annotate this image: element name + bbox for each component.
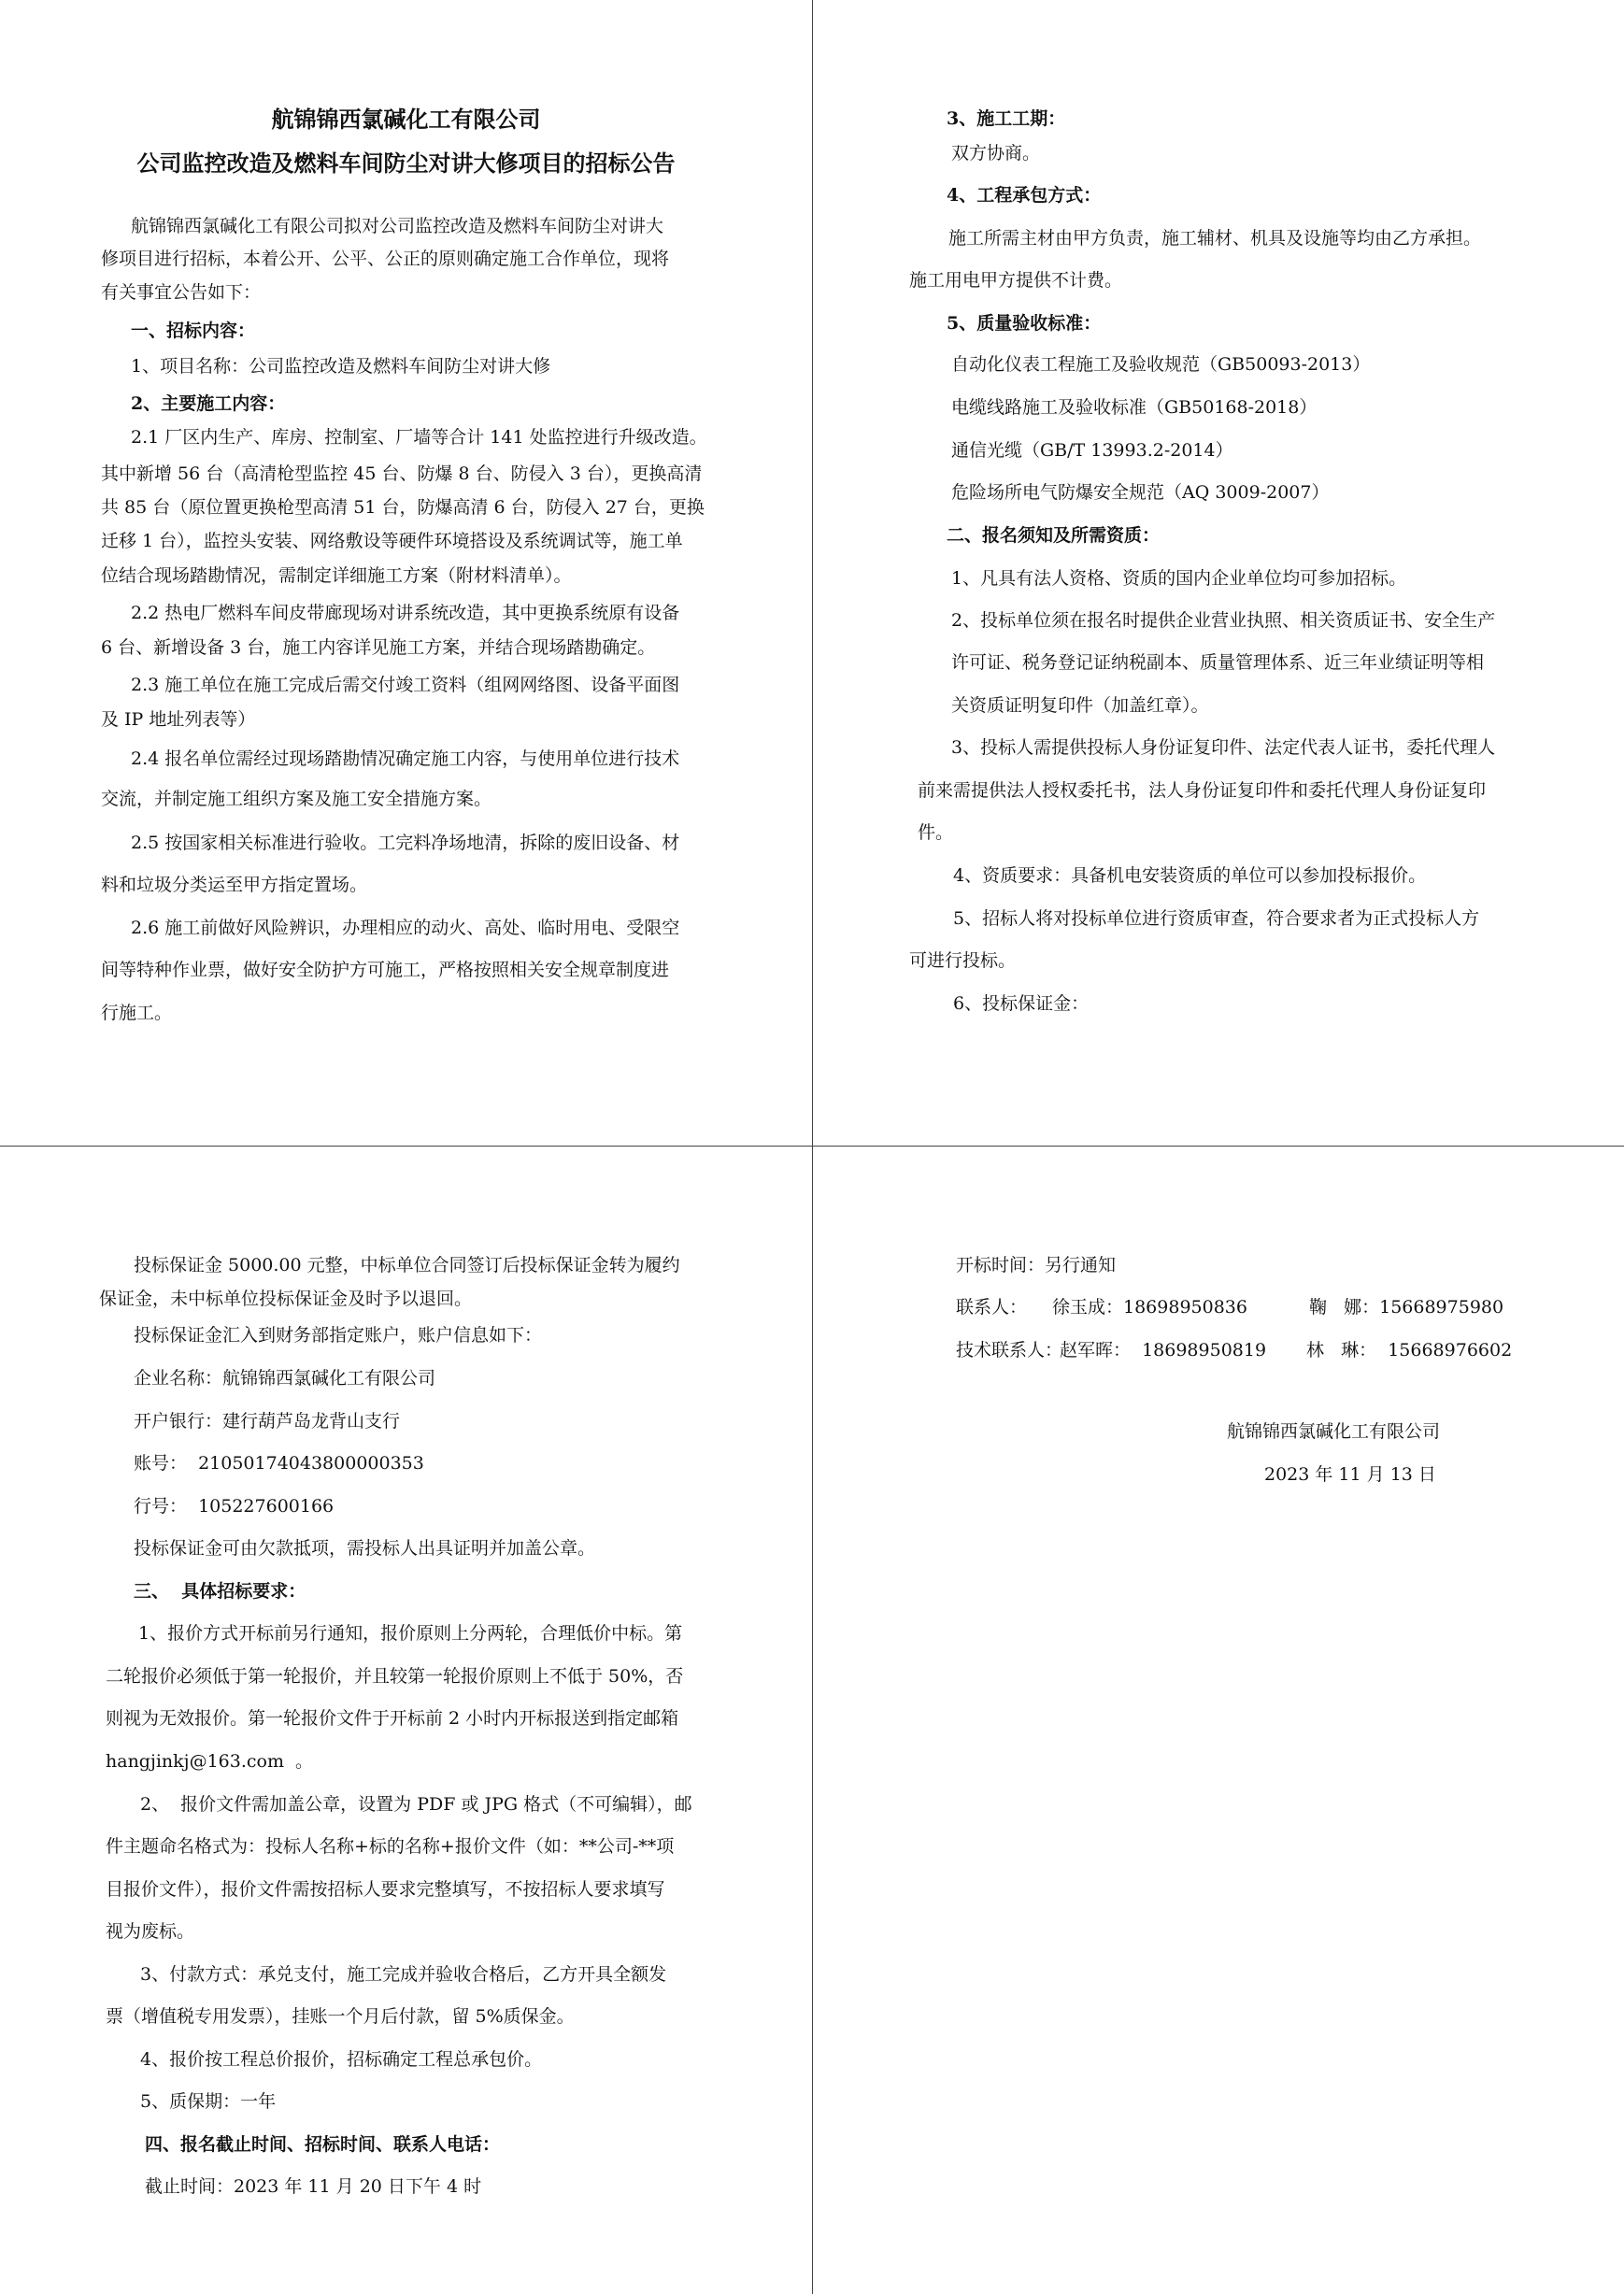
paragraph-line: 2、投标单位须在报名时提供企业营业执照、相关资质证书、安全生产 (951, 610, 1496, 631)
paragraph-line: 料和垃圾分类运至甲方指定置场。 (101, 875, 368, 895)
paragraph-line: 1、凡具有法人资格、资质的国内企业单位均可参加招标。 (951, 568, 1407, 589)
paragraph-line: 航锦锦西氯碱化工有限公司拟对公司监控改造及燃料车间防尘对讲大 (131, 216, 664, 236)
paragraph-line: 行施工。 (101, 1003, 173, 1023)
standard-line: 电缆线路施工及验收标准（GB50168-2018） (951, 397, 1318, 418)
paragraph-line: 件。 (918, 822, 954, 843)
notice-title: 公司监控改造及燃料车间防尘对讲大修项目的招标公告 (136, 150, 676, 177)
paragraph-line: 2.6 施工前做好风险辨识，办理相应的动火、高处、临时用电、受限空 (131, 918, 680, 938)
document-page-1 (0, 0, 813, 1147)
paragraph-line: 二轮报价必须低于第一轮报价，并且较第一轮报价原则上不低于 50%，否 (106, 1666, 684, 1687)
standard-line: 危险场所电气防爆安全规范（AQ 3009-2007） (951, 482, 1330, 503)
tech-contact-1: 赵军晖： 18698950819 (1060, 1340, 1267, 1361)
account-bank: 开户银行：建行葫芦岛龙背山支行 (134, 1411, 401, 1432)
paragraph-line: 目报价文件），报价文件需按招标人要求完整填写，不按招标人要求填写 (106, 1879, 665, 1900)
signature-date: 2023 年 11 月 13 日 (1264, 1464, 1436, 1485)
bank-code: 行号： 105227600166 (134, 1496, 335, 1517)
paragraph-line: 3、付款方式：承兑支付，施工完成并验收合格后，乙方开具全额发 (140, 1964, 667, 1985)
paragraph-line: 2.4 报名单位需经过现场踏勘情况确定施工内容，与使用单位进行技术 (131, 748, 680, 769)
paragraph-line: 3、投标人需提供投标人身份证复印件、法定代表人证书，委托代理人 (951, 737, 1496, 758)
paragraph-line: 2、 报价文件需加盖公章，设置为 PDF 或 JPG 格式（不可编辑），邮 (140, 1794, 692, 1815)
contact-person-1: 徐玉成：18698950836 (1052, 1297, 1247, 1318)
email-line: hangjinkj@163.com 。 (106, 1751, 314, 1772)
subsection-heading: 5、质量验收标准： (947, 313, 1102, 334)
paragraph-line: 5、质保期：一年 (140, 2091, 277, 2112)
paragraph-line: 2.2 热电厂燃料车间皮带廊现场对讲系统改造，其中更换系统原有设备 (131, 603, 680, 623)
paragraph-line: 投标保证金 5000.00 元整，中标单位合同签订后投标保证金转为履约 (134, 1255, 680, 1275)
document-page-2 (813, 0, 1624, 1147)
paragraph-line: 4、报价按工程总价报价，招标确定工程总承包价。 (140, 2049, 543, 2070)
section-heading: 三、 具体招标要求： (134, 1581, 306, 1602)
tech-contact-label: 技术联系人： (956, 1340, 1063, 1361)
tech-contact-2: 林 琳： 15668976602 (1306, 1340, 1513, 1361)
paragraph-line: 票（增值税专用发票），挂账一个月后付款，留 5%质保金。 (106, 2006, 575, 2027)
paragraph-line: 施工用电甲方提供不计费。 (909, 270, 1123, 291)
paragraph-line: 保证金，未中标单位投标保证金及时予以退回。 (99, 1289, 473, 1309)
paragraph-line: 双方协商。 (951, 143, 1041, 164)
paragraph-line: 关资质证明复印件（加盖红章）。 (951, 695, 1209, 716)
paragraph-line: 6、投标保证金： (953, 993, 1090, 1014)
paragraph-line: 6 台、新增设备 3 台，施工内容详见施工方案，并结合现场踏勘确定。 (101, 637, 656, 658)
contact-label: 联系人： (956, 1297, 1028, 1318)
paragraph-line: 件主题命名格式为：投标人名称+标的名称+报价文件（如：**公司-**项 (106, 1836, 675, 1857)
paragraph-line: 1、报价方式开标前另行通知，报价原则上分两轮，合理低价中标。第 (138, 1623, 683, 1644)
paragraph-line: 4、资质要求：具备机电安装资质的单位可以参加投标报价。 (953, 865, 1427, 886)
paragraph-line: 有关事宜公告如下： (101, 282, 262, 303)
paragraph-line: 可进行投标。 (909, 950, 1017, 971)
paragraph-line: 则视为无效报价。第一轮报价文件于开标前 2 小时内开标报送到指定邮箱 (106, 1708, 679, 1729)
paragraph-line: 其中新增 56 台（高清枪型监控 45 台、防爆 8 台、防侵入 3 台），更换高清 (101, 463, 703, 484)
section-heading: 二、报名须知及所需资质： (947, 525, 1161, 546)
section-heading: 一、招标内容： (131, 321, 256, 341)
standard-line: 自动化仪表工程施工及验收规范（GB50093-2013） (951, 354, 1371, 375)
standard-line: 通信光缆（GB/T 13993.2-2014） (951, 440, 1233, 461)
account-number: 账号： 21050174043800000353 (134, 1453, 424, 1474)
subsection-heading: 2、主要施工内容： (131, 393, 286, 414)
subsection-heading: 3、施工工期： (947, 108, 1066, 129)
paragraph-line: 许可证、税务登记证纳税副本、质量管理体系、近三年业绩证明等相 (951, 652, 1485, 673)
paragraph-line: 前来需提供法人授权委托书，法人身份证复印件和委托代理人身份证复印 (918, 780, 1487, 801)
paragraph-line: 2.1 厂区内生产、库房、控制室、厂墙等合计 141 处监控进行升级改造。 (131, 427, 707, 448)
contact-person-2: 鞠 娜：15668975980 (1309, 1297, 1504, 1318)
paragraph-line: 及 IP 地址列表等） (101, 709, 256, 730)
company-title: 航锦锦西氯碱化工有限公司 (271, 106, 541, 133)
paragraph-line: 2.5 按国家相关标准进行验收。工完料净场地清，拆除的废旧设备、材 (131, 833, 680, 853)
paragraph-line: 修项目进行招标，本着公开、公平、公正的原则确定施工合作单位，现将 (101, 249, 670, 269)
section-heading: 四、报名截止时间、招标时间、联系人电话： (145, 2134, 501, 2155)
paragraph-line: 交流，并制定施工组织方案及施工安全措施方案。 (101, 789, 492, 809)
document-page-4 (813, 1147, 1624, 2294)
paragraph-line: 2.3 施工单位在施工完成后需交付竣工资料（组网网络图、设备平面图 (131, 675, 680, 695)
paragraph-line: 1、项目名称：公司监控改造及燃料车间防尘对讲大修 (131, 356, 551, 377)
paragraph-line: 施工所需主材由甲方负责，施工辅材、机具及设施等均由乙方承担。 (948, 228, 1482, 249)
paragraph-line: 投标保证金汇入到财务部指定账户，账户信息如下： (134, 1325, 543, 1346)
paragraph-line: 共 85 台（原位置更换枪型高清 51 台，防爆高清 6 台，防侵入 27 台，更换 (101, 497, 705, 518)
signature-company: 航锦锦西氯碱化工有限公司 (1227, 1421, 1441, 1442)
document-page-3 (0, 1147, 813, 2294)
paragraph-line: 迁移 1 台），监控头安装、网络敷设等硬件环境搭设及系统调试等，施工单 (101, 531, 683, 551)
paragraph-line: 间等特种作业票，做好安全防护方可施工，严格按照相关安全规章制度进 (101, 960, 670, 980)
account-company: 企业名称：航锦锦西氯碱化工有限公司 (134, 1368, 436, 1389)
paragraph-line: 位结合现场踏勘情况，需制定详细施工方案（附材料清单）。 (101, 565, 572, 586)
open-time: 开标时间：另行通知 (956, 1255, 1117, 1275)
paragraph-line: 视为废标。 (106, 1921, 195, 1942)
subsection-heading: 4、工程承包方式： (947, 185, 1102, 206)
paragraph-line: 投标保证金可由欠款抵项，需投标人出具证明并加盖公章。 (134, 1538, 596, 1559)
paragraph-line: 5、招标人将对投标单位进行资质审查，符合要求者为正式投标人方 (953, 908, 1480, 929)
deadline-line: 截止时间：2023 年 11 月 20 日下午 4 时 (145, 2176, 482, 2197)
